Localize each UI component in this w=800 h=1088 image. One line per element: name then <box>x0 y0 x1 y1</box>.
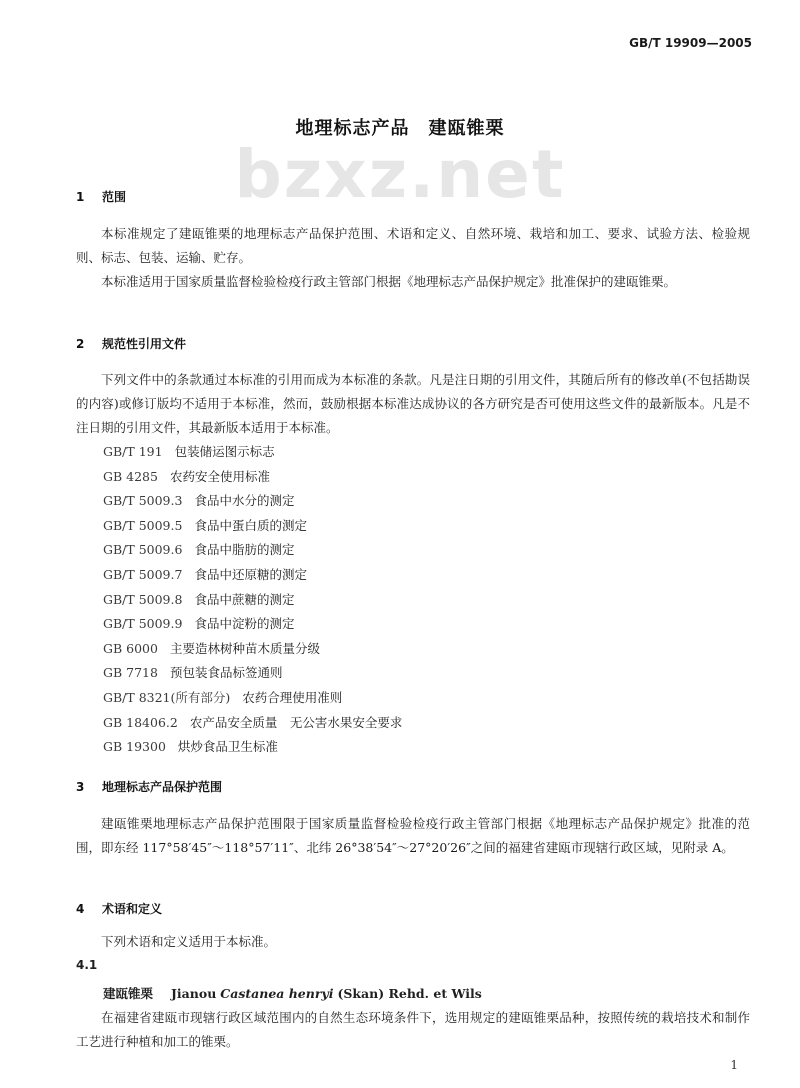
reference-title: 农产品安全质量 无公害水果安全要求 <box>189 714 403 730</box>
section-1-paragraph-2: 本标准适用于国家质量监督检验检疫行政主管部门根据《地理标志产品保护规定》批准保护的建瓯锥栗。 <box>101 274 677 289</box>
reference-item <box>103 661 402 686</box>
section-2-intro: 下列文件中的条款通过本标准的引用而成为本标准的条款。凡是注日期的引用文件，其随后所有的修改单(不包括勘误的内容)或修订版均不适用于本标准，然而，鼓励根据本标准达成协议的各方研究是否可使用这些文件的最新版本。凡是不注日期的引用文件，其最新版本适用于本标准。 <box>76 372 750 435</box>
reference-item <box>103 465 402 490</box>
section-1-number: 1 <box>76 190 85 204</box>
reference-title: 预包装食品标签通则 <box>169 665 283 681</box>
reference-item <box>103 686 402 711</box>
reference-item <box>103 637 402 662</box>
term-name-cn: 建瓯锥栗 <box>103 986 154 1001</box>
reference-title: 食品中还原糖的测定 <box>194 566 307 582</box>
reference-code: GB/T 5009.8 <box>103 591 183 607</box>
section-3-paragraph: 建瓯锥栗地理标志产品保护范围限于国家质量监督检验检疫行政主管部门根据《地理标志产品保护规定》批准的范围，即东经 117°58′45″～118°57′11″、北纬 26°38′54″～27°20′26″之间的福建省建瓯市现辖行政区域，见附录 A。 <box>76 816 750 855</box>
reference-title: 食品中脂肪的测定 <box>194 542 295 558</box>
section-2-number: 2 <box>76 337 85 351</box>
reference-code: GB/T 191 <box>103 444 163 459</box>
reference-item <box>103 735 402 760</box>
section-4-heading <box>76 900 162 917</box>
reference-title: 烘炒食品卫生标准 <box>177 739 278 755</box>
section-2-heading <box>76 335 186 352</box>
reference-title: 食品中蛋白质的测定 <box>194 517 307 533</box>
term-title-line <box>103 984 482 1002</box>
reference-title: 食品中水分的测定 <box>194 493 295 509</box>
reference-list <box>103 440 402 760</box>
reference-code: GB/T 5009.7 <box>103 566 183 582</box>
section-2-title: 规范性引用文件 <box>102 337 187 351</box>
page-number: 1 <box>730 1058 738 1072</box>
reference-item <box>103 711 402 736</box>
term-name-latin: Castanea henryi <box>220 986 334 1001</box>
reference-item <box>103 489 402 514</box>
section-3-title: 地理标志产品保护范围 <box>102 780 223 794</box>
reference-code: GB/T 5009.6 <box>103 542 183 558</box>
reference-item <box>103 538 402 563</box>
reference-code: GB/T 5009.9 <box>103 616 183 632</box>
reference-title: 食品中淀粉的测定 <box>194 616 295 632</box>
section-1-title: 范围 <box>102 190 127 204</box>
reference-title: 包装储运图示标志 <box>174 444 275 459</box>
section-4-intro: 下列术语和定义适用于本标准。 <box>101 934 277 949</box>
reference-code: GB/T 5009.5 <box>103 517 183 533</box>
section-4-title: 术语和定义 <box>102 902 163 916</box>
term-name-en: Jianou <box>171 986 217 1001</box>
reference-item <box>103 440 402 465</box>
reference-item <box>103 563 402 588</box>
reference-code: GB/T 8321(所有部分) <box>103 689 231 705</box>
reference-item <box>103 612 402 637</box>
reference-code: GB 7718 <box>103 665 158 681</box>
reference-code: GB 4285 <box>103 468 158 484</box>
reference-code: GB 6000 <box>103 640 158 656</box>
section-1-heading <box>76 188 126 205</box>
document-title: 地理标志产品 建瓯锥栗 <box>295 118 505 139</box>
reference-item <box>103 588 402 613</box>
section-3-number: 3 <box>76 780 85 794</box>
reference-code: GB/T 5009.3 <box>103 493 183 509</box>
section-1-paragraph-1: 本标准规定了建瓯锥栗的地理标志产品保护范围、术语和定义、自然环境、栽培和加工、要求、试验方法、检验规则、标志、包装、运输、贮存。 <box>76 226 750 265</box>
term-number: 4.1 <box>76 958 98 972</box>
watermark: bzxz.net <box>234 136 566 213</box>
reference-title: 主要造林树种苗木质量分级 <box>169 640 320 656</box>
reference-title: 农药合理使用准则 <box>242 689 343 705</box>
reference-title: 食品中蔗糖的测定 <box>194 591 295 607</box>
reference-code: GB 19300 <box>103 739 166 755</box>
reference-title: 农药安全使用标准 <box>169 468 270 484</box>
standard-code: GB/T 19909—2005 <box>629 36 752 50</box>
section-4-number: 4 <box>76 902 85 916</box>
reference-code: GB 18406.2 <box>103 714 178 730</box>
reference-item <box>103 514 402 539</box>
section-3-heading <box>76 778 222 795</box>
term-definition: 在福建省建瓯市现辖行政区域范围内的自然生态环境条件下，选用规定的建瓯锥栗品种，按照传统的栽培技术和制作工艺进行种植和加工的锥栗。 <box>76 1010 750 1049</box>
term-name-author: (Skan) Rehd. et Wils <box>337 986 482 1001</box>
